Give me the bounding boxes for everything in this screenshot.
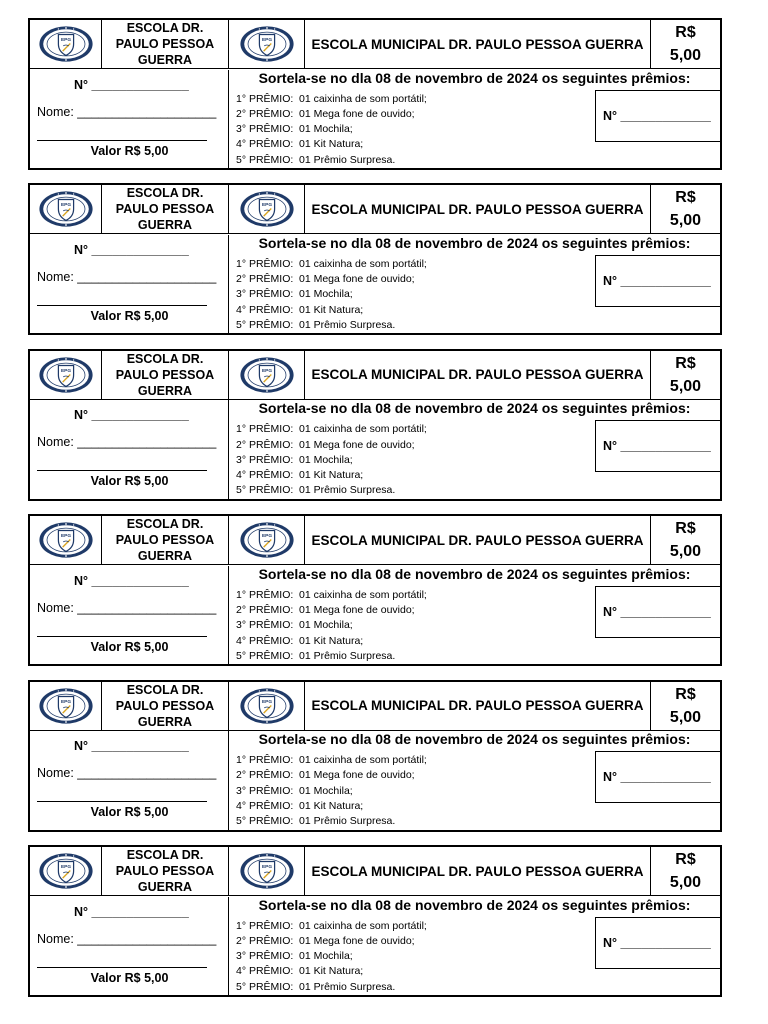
price-cell: [651, 682, 720, 730]
stub-name-field: Nome: ____________________: [37, 269, 217, 284]
price-cell: [651, 516, 720, 564]
prize-rank: 1° PRÊMIO:: [236, 919, 294, 932]
seal-text: EPG: [261, 368, 272, 374]
school-title: ESCOLA MUNICIPAL DR. PAULO PESSOA GUERRA: [305, 847, 651, 895]
prize-description: 01 Prêmio Surpresa.: [299, 815, 396, 828]
prize-list: [236, 92, 427, 168]
ticket-body: [30, 70, 720, 169]
ticket-number-box: N° _____________: [595, 751, 722, 803]
stub-logo-cell: [30, 20, 102, 68]
prize-item: [236, 153, 427, 168]
ticket-body: [30, 731, 720, 830]
stub-value: Valor R$ 5,00: [90, 970, 169, 985]
raffle-headline: Sortela-se no dla 08 de novembro de 2024 os seguintes prêmios:: [258, 400, 691, 417]
prize-item: [236, 483, 427, 498]
ticket-number-box: N° _____________: [595, 420, 722, 472]
price-currency: R$: [675, 24, 696, 41]
school-seal-icon: [238, 521, 296, 559]
stub-school-name: ESCOLA DR. PAULO PESSOA GUERRA: [102, 847, 229, 895]
stub-signature-line: [37, 967, 207, 968]
stub-signature-line: [37, 636, 207, 637]
price-cell: [651, 20, 720, 68]
prize-description: 01 caixinha de som portátil;: [299, 92, 427, 105]
main-logo-cell: [229, 185, 305, 233]
stub-number-field: N° ______________: [74, 77, 189, 92]
seal-text: EPG: [261, 534, 272, 540]
school-seal-icon: [37, 25, 95, 63]
school-seal-icon: [37, 687, 95, 725]
prize-description: 01 Mega fone de ouvido;: [299, 107, 415, 120]
ticket-stub: [30, 731, 229, 830]
stub-school-name: ESCOLA DR. PAULO PESSOA GUERRA: [102, 351, 229, 399]
school-title: ESCOLA MUNICIPAL DR. PAULO PESSOA GUERRA: [305, 351, 651, 399]
prize-description: 01 Mega fone de ouvido;: [299, 934, 415, 947]
prize-rank: 3° PRÊMIO:: [236, 619, 294, 632]
ticket-stub: [30, 566, 229, 665]
stub-value: Valor R$ 5,00: [90, 639, 169, 654]
school-seal-icon: [37, 852, 95, 890]
prize-item: [236, 303, 427, 318]
prize-section: [229, 400, 720, 499]
prize-description: 01 Kit Natura;: [299, 965, 364, 978]
prize-description: 01 Mochila;: [299, 288, 353, 301]
stub-school-name: ESCOLA DR. PAULO PESSOA GUERRA: [102, 185, 229, 233]
ticket-header: [30, 516, 720, 565]
prize-item: [236, 634, 427, 649]
prize-section: [229, 235, 720, 334]
seal-text: EPG: [60, 699, 71, 705]
prize-rank: 5° PRÊMIO:: [236, 153, 294, 166]
prize-description: 01 Prêmio Surpresa.: [299, 980, 396, 993]
prize-list: [236, 588, 427, 664]
prize-item: [236, 422, 427, 437]
prize-rank: 5° PRÊMIO:: [236, 649, 294, 662]
prize-item: [236, 438, 427, 453]
prize-rank: 2° PRÊMIO:: [236, 603, 294, 616]
price-value: 5,00: [669, 47, 702, 64]
ticket-header: [30, 847, 720, 896]
stub-logo-cell: [30, 847, 102, 895]
prize-rank: 4° PRÊMIO:: [236, 634, 294, 647]
prize-rank: 3° PRÊMIO:: [236, 123, 294, 136]
prize-item: [236, 964, 427, 979]
prize-description: 01 Mega fone de ouvido;: [299, 438, 415, 451]
school-seal-icon: [238, 25, 296, 63]
prize-rank: 4° PRÊMIO:: [236, 799, 294, 812]
school-seal-icon: [37, 521, 95, 559]
prize-description: 01 Mochila;: [299, 784, 353, 797]
prize-description: 01 Kit Natura;: [299, 138, 364, 151]
price-value: 5,00: [669, 543, 702, 561]
prize-rank: 1° PRÊMIO:: [236, 92, 294, 105]
main-logo-cell: [229, 516, 305, 564]
prize-section: [229, 897, 720, 996]
seal-text: EPG: [60, 38, 71, 44]
prize-description: 01 Mochila;: [299, 619, 353, 632]
ticket-body: [30, 897, 720, 996]
prize-item: [236, 318, 427, 333]
prize-rank: 2° PRÊMIO:: [236, 438, 294, 451]
ticket-number-box: N° _____________: [595, 917, 722, 969]
raffle-ticket: [28, 349, 722, 501]
prize-description: 01 caixinha de som portátil;: [299, 423, 427, 436]
prize-description: 01 caixinha de som portátil;: [299, 257, 427, 270]
prize-description: 01 Kit Natura;: [299, 634, 364, 647]
school-seal-icon: [238, 852, 296, 890]
stub-name-field: Nome: ____________________: [37, 600, 217, 615]
price-cell: [651, 185, 720, 233]
price-value: 5,00: [669, 874, 702, 891]
prize-rank: 4° PRÊMIO:: [236, 469, 294, 482]
price-currency: R$: [675, 520, 696, 538]
prize-item: [236, 934, 427, 949]
price-cell: [651, 847, 720, 895]
school-title: ESCOLA MUNICIPAL DR. PAULO PESSOA GUERRA: [305, 682, 651, 730]
raffle-ticket: [28, 680, 722, 832]
prize-description: 01 Mochila;: [299, 950, 353, 963]
stub-value: Valor R$ 5,00: [90, 805, 169, 820]
raffle-headline: Sortela-se no dla 08 de novembro de 2024 os seguintes prêmios:: [258, 69, 691, 86]
prize-description: 01 caixinha de som portátil;: [299, 588, 427, 601]
stub-number-field: N° ______________: [74, 408, 189, 423]
prize-item: [236, 949, 427, 964]
prize-item: [236, 753, 427, 768]
ticket-body: [30, 235, 720, 334]
school-seal-icon: [238, 687, 296, 725]
raffle-ticket: [28, 183, 722, 335]
ticket-header: [30, 185, 720, 234]
ticket-body: [30, 566, 720, 665]
price-currency: R$: [675, 685, 696, 703]
prize-list: [236, 919, 427, 995]
main-logo-cell: [229, 20, 305, 68]
seal-text: EPG: [261, 865, 272, 871]
prize-item: [236, 618, 427, 633]
prize-rank: 5° PRÊMIO:: [236, 815, 294, 828]
stub-signature-line: [37, 801, 207, 802]
prize-rank: 5° PRÊMIO:: [236, 980, 294, 993]
price-cell: [651, 351, 720, 399]
prize-item: [236, 588, 427, 603]
ticket-stub: [30, 897, 229, 996]
prize-rank: 4° PRÊMIO:: [236, 965, 294, 978]
raffle-ticket: [28, 18, 722, 170]
raffle-headline: Sortela-se no dla 08 de novembro de 2024 os seguintes prêmios:: [258, 896, 691, 913]
school-seal-icon: [37, 356, 95, 394]
ticket-stub: [30, 235, 229, 334]
ticket-body: [30, 400, 720, 499]
raffle-headline: Sortela-se no dla 08 de novembro de 2024 os seguintes prêmios:: [258, 234, 691, 251]
prize-description: 01 caixinha de som portátil;: [299, 919, 427, 932]
prize-item: [236, 107, 427, 122]
prize-item: [236, 603, 427, 618]
ticket-stub: [30, 400, 229, 499]
seal-text: EPG: [261, 203, 272, 209]
prize-list: [236, 422, 427, 498]
prize-rank: 2° PRÊMIO:: [236, 273, 294, 286]
prize-section: [229, 70, 720, 169]
prize-rank: 1° PRÊMIO:: [236, 423, 294, 436]
prize-description: 01 Mega fone de ouvido;: [299, 603, 415, 616]
school-seal-icon: [37, 190, 95, 228]
school-seal-icon: [238, 190, 296, 228]
prize-description: 01 Prêmio Surpresa.: [299, 153, 396, 166]
prize-item: [236, 92, 427, 107]
prize-item: [236, 287, 427, 302]
prize-section: [229, 566, 720, 665]
prize-rank: 1° PRÊMIO:: [236, 257, 294, 270]
prize-item: [236, 768, 427, 783]
prize-rank: 2° PRÊMIO:: [236, 107, 294, 120]
prize-section: [229, 731, 720, 830]
prize-rank: 4° PRÊMIO:: [236, 303, 294, 316]
stub-number-field: N° ______________: [74, 242, 189, 257]
price-currency: R$: [675, 851, 696, 868]
prize-rank: 2° PRÊMIO:: [236, 934, 294, 947]
prize-item: [236, 272, 427, 287]
stub-name-field: Nome: ____________________: [37, 931, 217, 946]
stub-logo-cell: [30, 351, 102, 399]
ticket-header: [30, 351, 720, 400]
price-currency: R$: [675, 189, 696, 207]
seal-text: EPG: [60, 203, 71, 209]
stub-signature-line: [37, 305, 207, 306]
school-title: ESCOLA MUNICIPAL DR. PAULO PESSOA GUERRA: [305, 185, 651, 233]
stub-school-name: ESCOLA DR. PAULO PESSOA GUERRA: [102, 516, 229, 564]
stub-logo-cell: [30, 516, 102, 564]
stub-value: Valor R$ 5,00: [90, 308, 169, 323]
prize-description: 01 Kit Natura;: [299, 303, 364, 316]
prize-item: [236, 453, 427, 468]
main-logo-cell: [229, 682, 305, 730]
prize-description: 01 Mochila;: [299, 453, 353, 466]
prize-item: [236, 919, 427, 934]
stub-signature-line: [37, 470, 207, 471]
prize-list: [236, 753, 427, 829]
school-seal-icon: [238, 356, 296, 394]
prize-description: 01 caixinha de som portátil;: [299, 754, 427, 767]
seal-text: EPG: [60, 865, 71, 871]
stub-logo-cell: [30, 682, 102, 730]
stub-name-field: Nome: ____________________: [37, 104, 217, 119]
stub-number-field: N° ______________: [74, 573, 189, 588]
ticket-stub: [30, 70, 229, 169]
prize-item: [236, 257, 427, 272]
prize-rank: 4° PRÊMIO:: [236, 138, 294, 151]
prize-rank: 3° PRÊMIO:: [236, 950, 294, 963]
prize-description: 01 Kit Natura;: [299, 799, 364, 812]
main-logo-cell: [229, 847, 305, 895]
prize-item: [236, 799, 427, 814]
prize-description: 01 Mega fone de ouvido;: [299, 769, 415, 782]
prize-rank: 3° PRÊMIO:: [236, 453, 294, 466]
prize-item: [236, 649, 427, 664]
seal-text: EPG: [60, 368, 71, 374]
prize-item: [236, 784, 427, 799]
prize-list: [236, 257, 427, 333]
school-title: ESCOLA MUNICIPAL DR. PAULO PESSOA GUERRA: [305, 516, 651, 564]
prize-rank: 1° PRÊMIO:: [236, 754, 294, 767]
raffle-ticket: [28, 845, 722, 997]
stub-school-name: ESCOLA DR. PAULO PESSOA GUERRA: [102, 682, 229, 730]
stub-value: Valor R$ 5,00: [90, 143, 169, 158]
price-value: 5,00: [669, 377, 702, 395]
stub-signature-line: [37, 140, 207, 141]
prize-description: 01 Prêmio Surpresa.: [299, 319, 396, 332]
prize-item: [236, 814, 427, 829]
school-title: ESCOLA MUNICIPAL DR. PAULO PESSOA GUERRA: [305, 20, 651, 68]
prize-rank: 3° PRÊMIO:: [236, 288, 294, 301]
prize-description: 01 Mochila;: [299, 123, 353, 136]
seal-text: EPG: [261, 699, 272, 705]
ticket-header: [30, 20, 720, 69]
prize-rank: 5° PRÊMIO:: [236, 484, 294, 497]
ticket-header: [30, 682, 720, 731]
price-value: 5,00: [669, 212, 702, 230]
main-logo-cell: [229, 351, 305, 399]
stub-number-field: N° ______________: [74, 739, 189, 754]
price-value: 5,00: [669, 708, 702, 726]
prize-rank: 2° PRÊMIO:: [236, 769, 294, 782]
prize-item: [236, 468, 427, 483]
stub-number-field: N° ______________: [74, 904, 189, 919]
ticket-number-box: N° _____________: [595, 586, 722, 638]
raffle-ticket: [28, 514, 722, 666]
stub-school-name: ESCOLA DR. PAULO PESSOA GUERRA: [102, 20, 229, 68]
ticket-number-box: N° _____________: [595, 255, 722, 307]
stub-name-field: Nome: ____________________: [37, 435, 217, 450]
prize-rank: 1° PRÊMIO:: [236, 588, 294, 601]
seal-text: EPG: [60, 534, 71, 540]
prize-item: [236, 980, 427, 995]
stub-logo-cell: [30, 185, 102, 233]
raffle-headline: Sortela-se no dla 08 de novembro de 2024 os seguintes prêmios:: [258, 565, 691, 582]
prize-rank: 5° PRÊMIO:: [236, 319, 294, 332]
prize-rank: 3° PRÊMIO:: [236, 784, 294, 797]
price-currency: R$: [675, 354, 696, 372]
prize-item: [236, 137, 427, 152]
seal-text: EPG: [261, 38, 272, 44]
ticket-number-box: N° _____________: [595, 90, 722, 142]
prize-item: [236, 122, 427, 137]
prize-description: 01 Prêmio Surpresa.: [299, 484, 396, 497]
stub-name-field: Nome: ____________________: [37, 766, 217, 781]
prize-description: 01 Prêmio Surpresa.: [299, 649, 396, 662]
prize-description: 01 Mega fone de ouvido;: [299, 273, 415, 286]
raffle-headline: Sortela-se no dla 08 de novembro de 2024 os seguintes prêmios:: [258, 731, 691, 748]
stub-value: Valor R$ 5,00: [90, 474, 169, 489]
prize-description: 01 Kit Natura;: [299, 469, 364, 482]
